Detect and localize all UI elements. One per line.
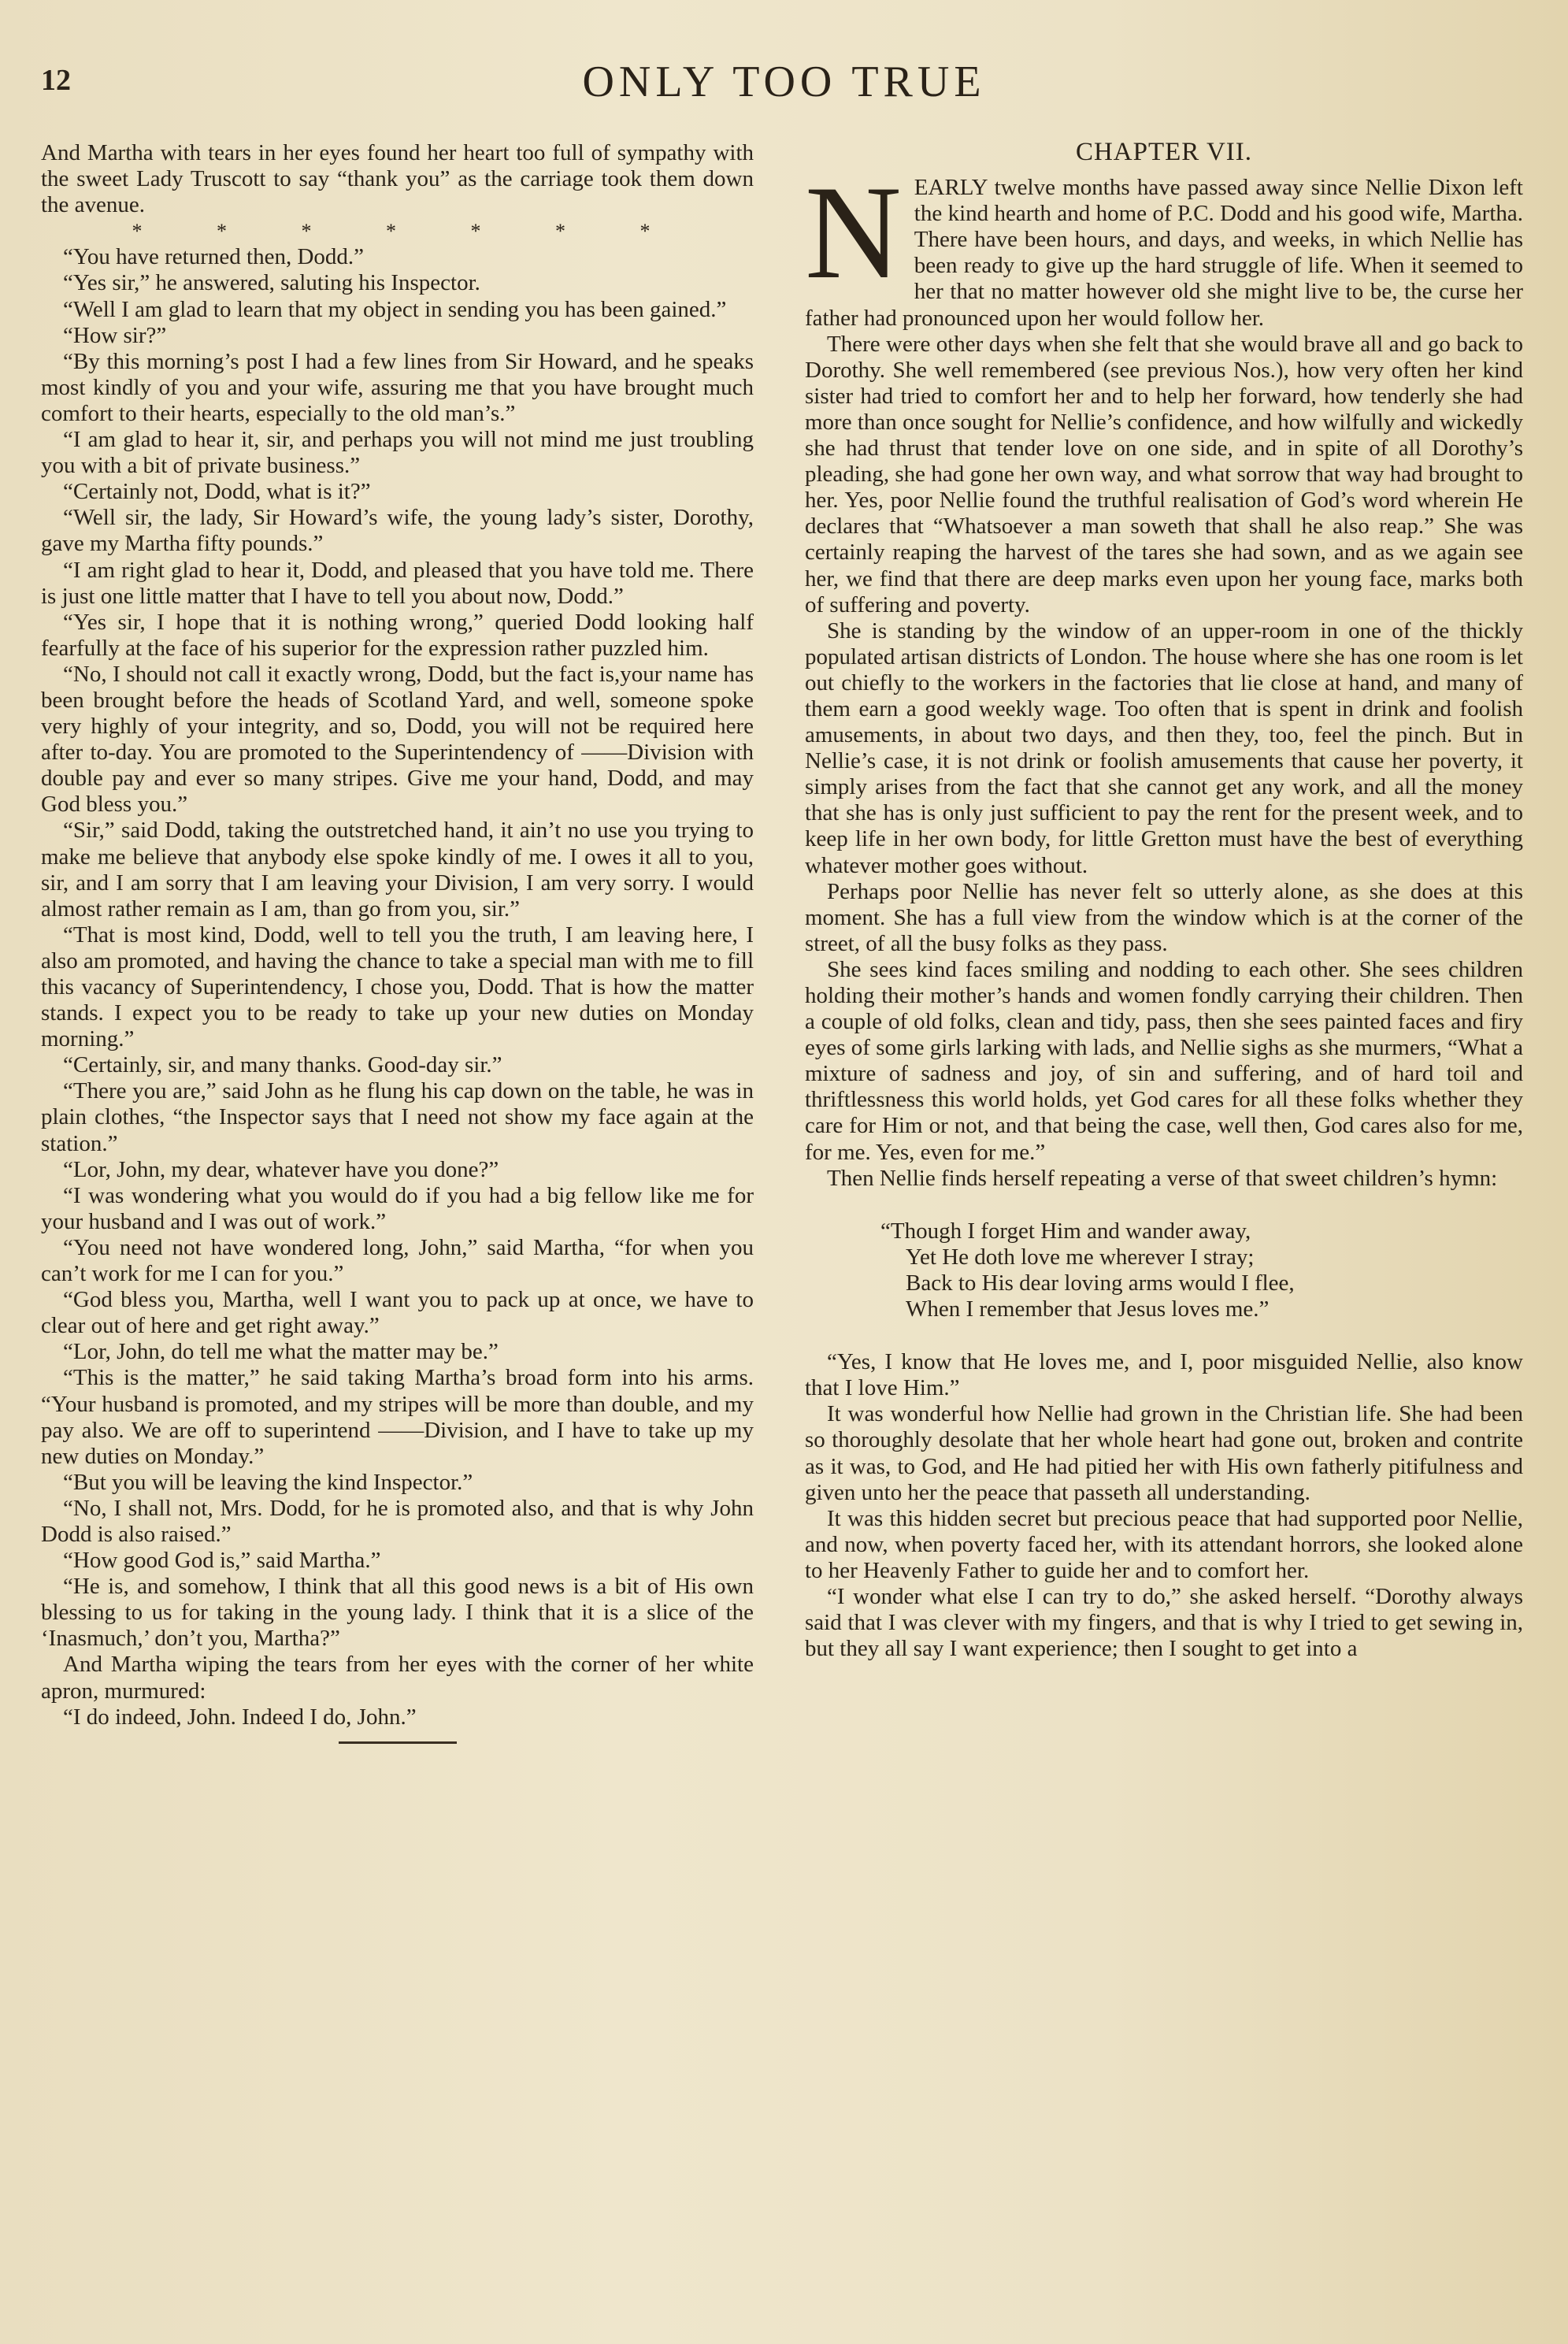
paragraph: “I am glad to hear it, sir, and perhaps you will not mind me just troubling you with a bit of private business.” (41, 427, 754, 479)
paragraph: “This is the matter,” he said taking Martha’s broad form into his arms. “Your husband is promoted, and my stripes will be more than double, and my pay also. We are off to superintend ——Division, and I have to take up my new duties on Monday.” (41, 1365, 754, 1469)
paragraph: “Lor, John, do tell me what the matter may be.” (63, 1339, 499, 1365)
right-column (805, 138, 1523, 1662)
paragraph: “He is, and somehow, I think that all this good news is a bit of His own blessing to us for taking in the young lady. I think that it is a slice of the ‘Inasmuch,’ don’t you, Martha?” (41, 1574, 754, 1652)
paragraph: There were other days when she felt that she would brave all and go back to Dorothy. She well remembered (see previous Nos.), how very often her kind sister had tried to comfort her and to help her forward, how tenderly she had more than once sought for Nellie’s confidence, and how wilfully and wickedly she had thrust that tender love on one side, and in spite of all Dorothy’s pleading, she had gone her own way, and what sorrow that way had brought to her. Yes, poor Nellie found the truthful realisation of God’s word wherein He declares that “Whatsoever a man soweth that shall he also reap.” She was certainly reaping the harvest of the tares she had sown, and as we again see her, we find that there are deep marks even upon her young face, marks both of suffering and poverty. (805, 331, 1523, 618)
paragraph: “Certainly, sir, and many thanks. Good-day sir.” (63, 1052, 502, 1078)
paragraph: “That is most kind, Dodd, well to tell you the truth, I am leaving here, I also am promoted, and having the chance to take a special man with me to fill this vacancy of Superintendency, I chose you, Dodd. That is how the matter stands. I expect you to be ready to take up your new duties on Monday morning.” (41, 922, 754, 1052)
paragraph: “You have returned then, Dodd.” (63, 244, 365, 270)
section-break: * * * * * * * (132, 220, 685, 243)
paragraph: “No, I shall not, Mrs. Dodd, for he is promoted also, and that is why John Dodd is also raised.” (41, 1495, 754, 1547)
paragraph: “Lor, John, my dear, whatever have you done?” (63, 1156, 499, 1182)
paragraph: And Martha wiping the tears from her eyes with the corner of her white apron, murmured: (41, 1652, 754, 1704)
paragraph: “You need not have wondered long, John,” said Martha, “for when you can’t work for me I can for you.” (41, 1234, 754, 1287)
paragraph: It was this hidden secret but precious peace that had supported poor Nellie, and now, when poverty faced her, with its attendant horrors, she looked alone to her Heavenly Father to guide her and to comfort her. (805, 1505, 1523, 1583)
chapter-title: CHAPTER VII. (1075, 138, 1253, 166)
poem-line: “Though I forget Him and wander away, (880, 1218, 1251, 1244)
paragraph: Perhaps poor Nellie has never felt so utterly alone, as she does at this moment. She has a full view from the window which is at the corner of the street, of all the busy folks as they pass. (805, 878, 1523, 956)
paragraph: Then Nellie finds herself repeating a verse of that sweet children’s hymn: (827, 1165, 1498, 1191)
left-column (41, 140, 754, 1744)
poem-line: Back to His dear loving arms would I flee, (906, 1270, 1295, 1296)
drop-cap: N (805, 158, 902, 307)
paragraph: “God bless you, Martha, well I want you to pack up at once, we have to clear out of here and get right away.” (41, 1287, 754, 1339)
paragraph: “But you will be leaving the kind Inspector.” (63, 1469, 473, 1495)
paragraph: “I do indeed, John. Indeed I do, John.” (63, 1704, 417, 1730)
paragraph: “Certainly not, Dodd, what is it?” (63, 479, 371, 505)
hymn-verse (880, 1218, 1523, 1322)
poem-line: When I remember that Jesus loves me.” (906, 1296, 1270, 1322)
paragraph: “Well I am glad to learn that my object in sending you has been gained.” (63, 296, 727, 322)
paragraph: “How good God is,” said Martha.” (63, 1548, 381, 1574)
paragraph: “No, I should not call it exactly wrong, Dodd, but the fact is,your name has been brought before the heads of Scotland Yard, and well, someone spoke very highly of your integrity, and so, Dodd, you will not be required here after to-day. You are promoted to the Superintendency of ——Division with double pay and ever so many stripes. Give me your hand, Dodd, and may God bless you.” (41, 661, 754, 818)
paragraph: “Yes, I know that He loves me, and I, poor misguided Nellie, also know that I love Him.” (805, 1349, 1523, 1401)
running-title: ONLY TOO TRUE (582, 57, 986, 106)
paragraph: “How sir?” (63, 322, 167, 348)
opening-paragraph (805, 158, 1523, 332)
paragraph: “Yes sir, I hope that it is nothing wrong,” queried Dodd looking half fearfully at the face of his superior for the expression rather puzzled him. (41, 609, 754, 661)
paragraph: “I wonder what else I can try to do,” she asked herself. “Dorothy always said that I was clever with my fingers, and that is why I tried to get sewing in, but they all say I want experience; then I sought to get into a (805, 1583, 1523, 1662)
paragraph: She sees kind faces smiling and nodding to each other. She sees children holding their mother’s hands and women fondly carrying their children. Then a couple of old folks, clean and tidy, pass, then she sees painted faces and firy eyes of some girls larking with lads, and Nellie sighs as she murmers, “What a mixture of sadness and joy, of sin and suffering, and of hard toil and thriftlessness this world holds, yet God cares for all these folks whether they care for Him or not, and that being the case, well then, God cares also for me, for me. Yes, even for me.” (805, 956, 1523, 1165)
paragraph: “Sir,” said Dodd, taking the outstretched hand, it ain’t no use you trying to make me believe that anybody else spoke kindly of me. I owes it all to you, sir, and I am sorry that I am leaving your Division, I am very sorry. I would almost rather remain as I am, than go from you, sir.” (41, 818, 754, 922)
paragraph: She is standing by the window of an upper-room in one of the thickly populated artisan districts of London. The house where she has one room is let out chiefly to the workers in the factories that lie close at hand, and many of them earn a good weekly wage. Too often that is spent in drink and foolish amusements, in about two days, and then they, too, feel the pinch. But in Nellie’s case, it is not drink or foolish amusements that cause her poverty, it simply arises from the fact that she cannot get any work, and all the money that she has is only just sufficient to pay the rent for the present week, and to keep life in her own body, for little Gretton must have the best of everything whatever mother goes without. (805, 618, 1523, 878)
end-rule (339, 1741, 457, 1744)
paragraph: “I am right glad to hear it, Dodd, and pleased that you have told me. There is just one little matter that I have to tell you about now, Dodd.” (41, 557, 754, 609)
paragraph: It was wonderful how Nellie had grown in the Christian life. She had been so thoroughly desolate that her whole heart had gone out, broken and contrite as it was, to God, and He had pitied her with His own fatherly pitifulness and given unto her the peace that passeth all understanding. (805, 1401, 1523, 1505)
paragraph: “Yes sir,” he answered, saluting his Inspector. (63, 270, 480, 296)
opening-text: EARLY twelve months have passed away since Nellie Dixon left the kind hearth and home of P.C. Dodd and his good wife, Martha. There have been hours, and days, and weeks, in which Nellie has been ready to give up the hard struggle of life. When it seemed to her that no matter however old she might live to be, the curse her father had pronounced upon her would follow her. (805, 175, 1523, 331)
paragraph: And Martha with tears in her eyes found her heart too full of sympathy with the sweet Lady Truscott to say “thank you” as the carriage took them down the avenue. (41, 140, 754, 218)
page-header (32, 47, 1536, 118)
paragraph: “There you are,” said John as he flung his cap down on the table, he was in plain clothes, “the Inspector says that I need not show my face again at the station.” (41, 1078, 754, 1156)
paragraph: “I was wondering what you would do if you had a big fellow like me for your husband and I was out of work.” (41, 1182, 754, 1234)
page-number: 12 (41, 64, 71, 97)
paragraph: “Well sir, the lady, Sir Howard’s wife, the young lady’s sister, Dorothy, gave my Martha fifty pounds.” (41, 505, 754, 557)
poem-line: Yet He doth love me wherever I stray; (906, 1244, 1255, 1270)
paragraph: “By this morning’s post I had a few lines from Sir Howard, and he speaks most kindly of you and your wife, assuring me that you have brought much comfort to their hearts, especially to the old man’s.” (41, 348, 754, 426)
